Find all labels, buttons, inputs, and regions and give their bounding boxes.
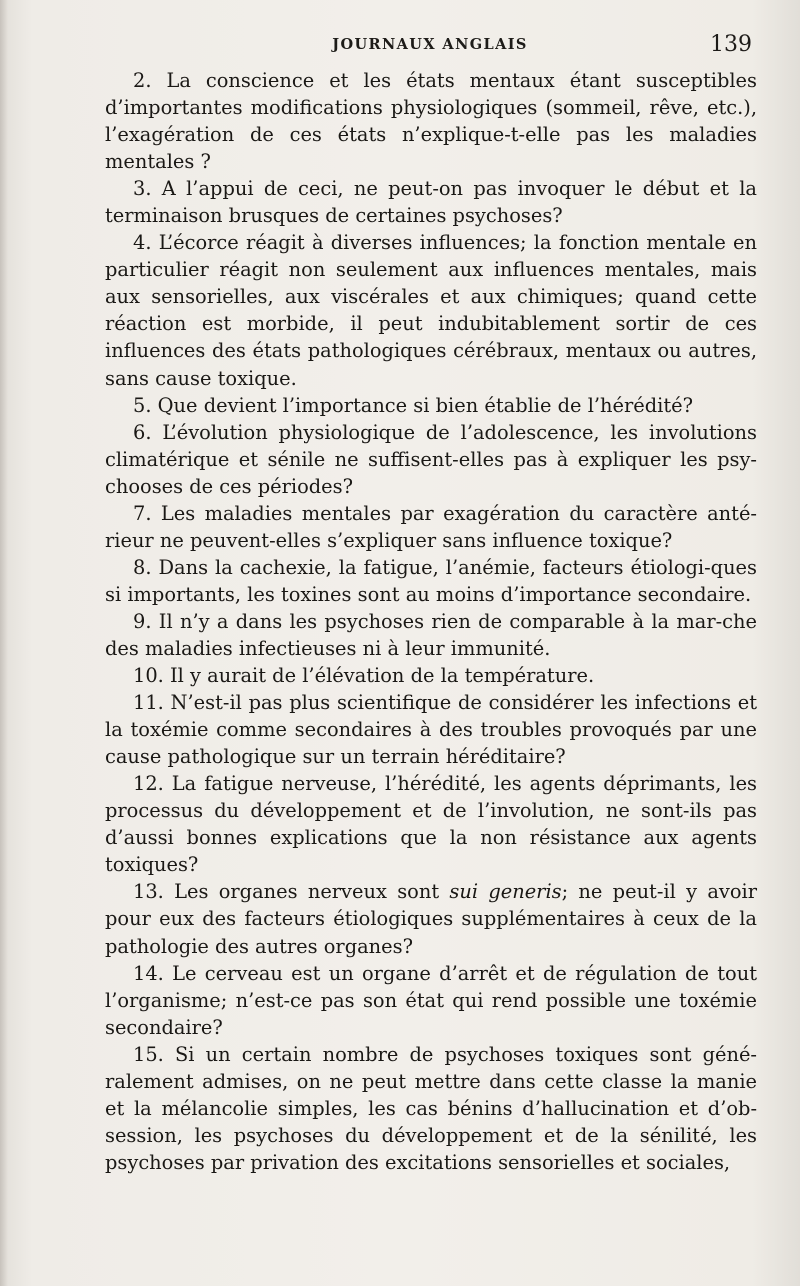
paragraph-13-after: ; ne peut-il y avoir pour eux des facteurs étiologiques supplémentaires à ceux de la pathologie des autres organes? [105,880,757,958]
paragraph-10: 10. Il y aurait de l’élévation de la température. [133,664,595,688]
paragraph-4: 4. L’écorce réagit à diverses influences; la fonction mentale en particulier réagit non seulement aux influences mentales, mais aux sensorielles, aux viscérales et aux chimiques; quand cette réaction est morbide, il peut indubitablement sortir de ces influences des états pathologiques cérébraux, mentaux ou autres, sans cause toxique. [105,231,757,390]
paragraph-7: 7. Les maladies mentales par exagération du caractère anté-rieur ne peuvent-elles s’expliquer sans influence toxique? [105,501,757,552]
page-header [100,34,760,64]
paragraph-12: 12. La fatigue nerveuse, l’hérédité, les agents déprimants, les processus du développement et de l’involution, ne sont-ils pas d’aussi bonnes explications que la non résistance aux agents toxiques? [105,772,757,877]
paragraph-8: 8. Dans la cachexie, la fatigue, l’anémie, facteurs étiologi-ques si importants, les toxines sont au moins d’importance secondaire. [105,555,757,606]
page-number: 139 [710,32,752,57]
paragraph-11: 11. N’est-il pas plus scientifique de considérer les infections et la toxémie comme secondaires à des troubles provoqués par une cause pathologique sur un terrain héréditaire? [105,691,757,769]
paragraph-5: 5. Que devient l’importance si bien établie de l’hérédité? [133,393,694,417]
paragraph-13-before: 13. Les organes nerveux sont [133,880,450,904]
paragraph-15: 15. Si un certain nombre de psychoses toxiques sont géné-ralement admises, on ne peut mettre dans cette classe la manie et la mélancolie simples, les cas bénins d’hallucination et d’ob-session, les psychoses du développement et de la sénilité, les psychoses par privation des excitations sensorielles et sociales, [105,1042,757,1174]
paragraph-13-emphasis: sui generis [449,880,562,904]
page-edge-shadow [0,0,8,1286]
running-head: JOURNAUX ANGLAIS [332,36,528,53]
paragraph-3: 3. A l’appui de ceci, ne peut-on pas invoquer le début et la terminaison brusques de certaines psychoses? [105,177,757,228]
paragraph-14: 14. Le cerveau est un organe d’arrêt et de régulation de tout l’organisme; n’est-ce pas son état qui rend possible une toxémie secondaire? [105,961,757,1039]
body-text [105,67,757,1176]
paragraph-2: 2. La conscience et les états mentaux étant susceptibles d’importantes modifications physiologiques (sommeil, rêve, etc.), l’exagération de ces états n’explique-t-elle pas les maladies mentales ? [105,69,757,174]
paragraph-13 [105,878,757,959]
paragraph-6: 6. L’évolution physiologique de l’adolescence, les involutions climatérique et sénile ne suffisent-elles pas à expliquer les psy-chooses de ces périodes? [105,420,757,498]
paragraph-9: 9. Il n’y a dans les psychoses rien de comparable à la mar-che des maladies infectieuses ni à leur immunité. [105,609,757,660]
